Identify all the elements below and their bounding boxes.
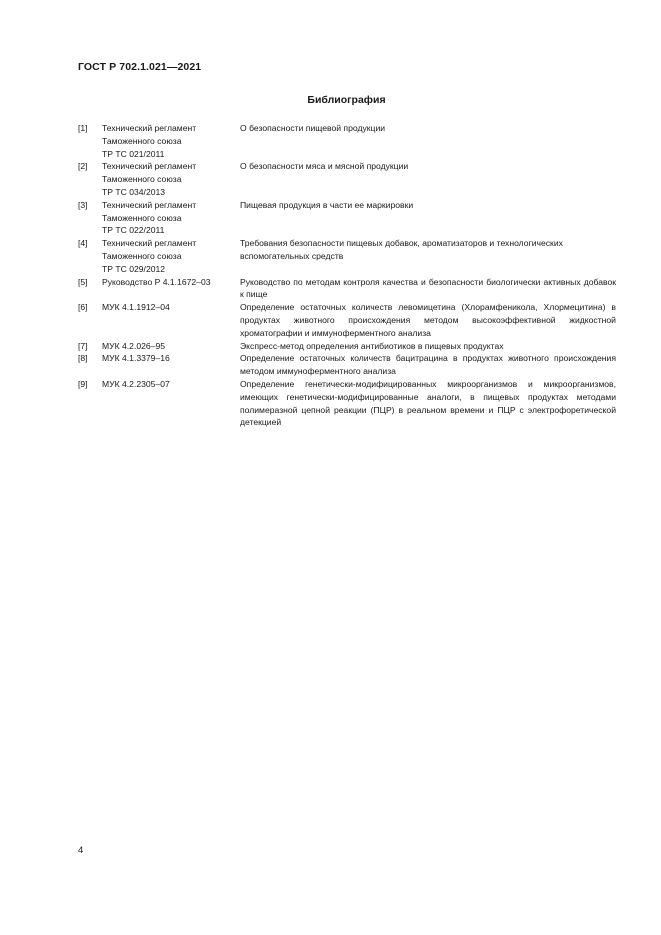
entry-source: Технический регламент Таможенного союза ТР ТС 021/2011	[102, 123, 197, 159]
bibliography-entry	[78, 199, 616, 237]
entry-source: Технический регламент Таможенного союза ТР ТС 029/2012	[102, 238, 197, 274]
entry-title: О безопасности мяса и мясной продукции	[240, 161, 409, 172]
entry-number: [5]	[78, 276, 88, 287]
entry-title: Экспресс-метод определения антибиотиков в пищевых продуктах	[240, 340, 504, 351]
entry-title: Определение остаточных количеств левомицетина (Хлорамфеникола, Хлормецитина) в продуктах животного происхождения методом высокоэффективной жидкостной хроматографии и иммуноферментного анализа	[240, 302, 616, 338]
bibliography-entry	[78, 160, 616, 198]
entry-source: МУК 4.1.1912–04	[102, 302, 170, 313]
entry-number: [4]	[78, 238, 88, 249]
section-title: Библиография	[307, 94, 386, 106]
entry-title: Руководство по методам контроля качества и безопасности биологически активных добавок к пище	[240, 276, 616, 300]
bibliography-entry	[78, 237, 616, 275]
bibliography-entry	[78, 340, 616, 353]
entry-source: Технический регламент Таможенного союза ТР ТС 022/2011	[102, 199, 197, 236]
entry-number: [8]	[78, 353, 88, 364]
entry-title: Требования безопасности пищевых добавок, ароматизаторов и технологических вспомогательных средств	[240, 238, 563, 261]
entry-title: О безопасности пищевой продукции	[240, 123, 386, 133]
entry-source: Руководство Р 4.1.1672–03	[102, 276, 211, 287]
entry-title: Определение генетически-модифицированных микроорганизмов и микроорганизмов, имеющих генетически-модифицированные аналоги, в пищевых продуктах методами полимеразной цепной реакции (ПЦР) в реальном времени и ПЦР с электрофоретической детекцией	[240, 378, 616, 428]
entry-number: [1]	[78, 123, 88, 133]
bibliography-entry	[78, 378, 616, 429]
bibliography-entry	[78, 122, 616, 160]
entry-source: МУК 4.1.3379–16	[102, 353, 170, 364]
entry-source: Технический регламент Таможенного союза ТР ТС 034/2013	[102, 161, 197, 197]
entry-number: [6]	[78, 302, 88, 313]
entry-number: [2]	[78, 161, 88, 172]
page-number: 4	[78, 845, 84, 856]
bibliography-entry	[78, 276, 616, 302]
entry-title: Определение остаточных количеств бацитрацина в продуктах животного происхождения методом иммуноферментного анализа	[240, 353, 616, 377]
bibliography-list	[78, 122, 616, 429]
entry-number: [9]	[78, 378, 88, 389]
bibliography-entry	[78, 301, 616, 339]
entry-number: [7]	[78, 340, 88, 351]
entry-source: МУК 4.2.2305–07	[102, 378, 170, 389]
document-code: ГОСТ Р 702.1.021—2021	[78, 61, 202, 73]
entry-number: [3]	[78, 199, 88, 210]
bibliography-entry	[78, 352, 616, 378]
entry-source: МУК 4.2.026–95	[102, 340, 166, 351]
entry-title: Пищевая продукция в части ее маркировки	[240, 199, 414, 210]
